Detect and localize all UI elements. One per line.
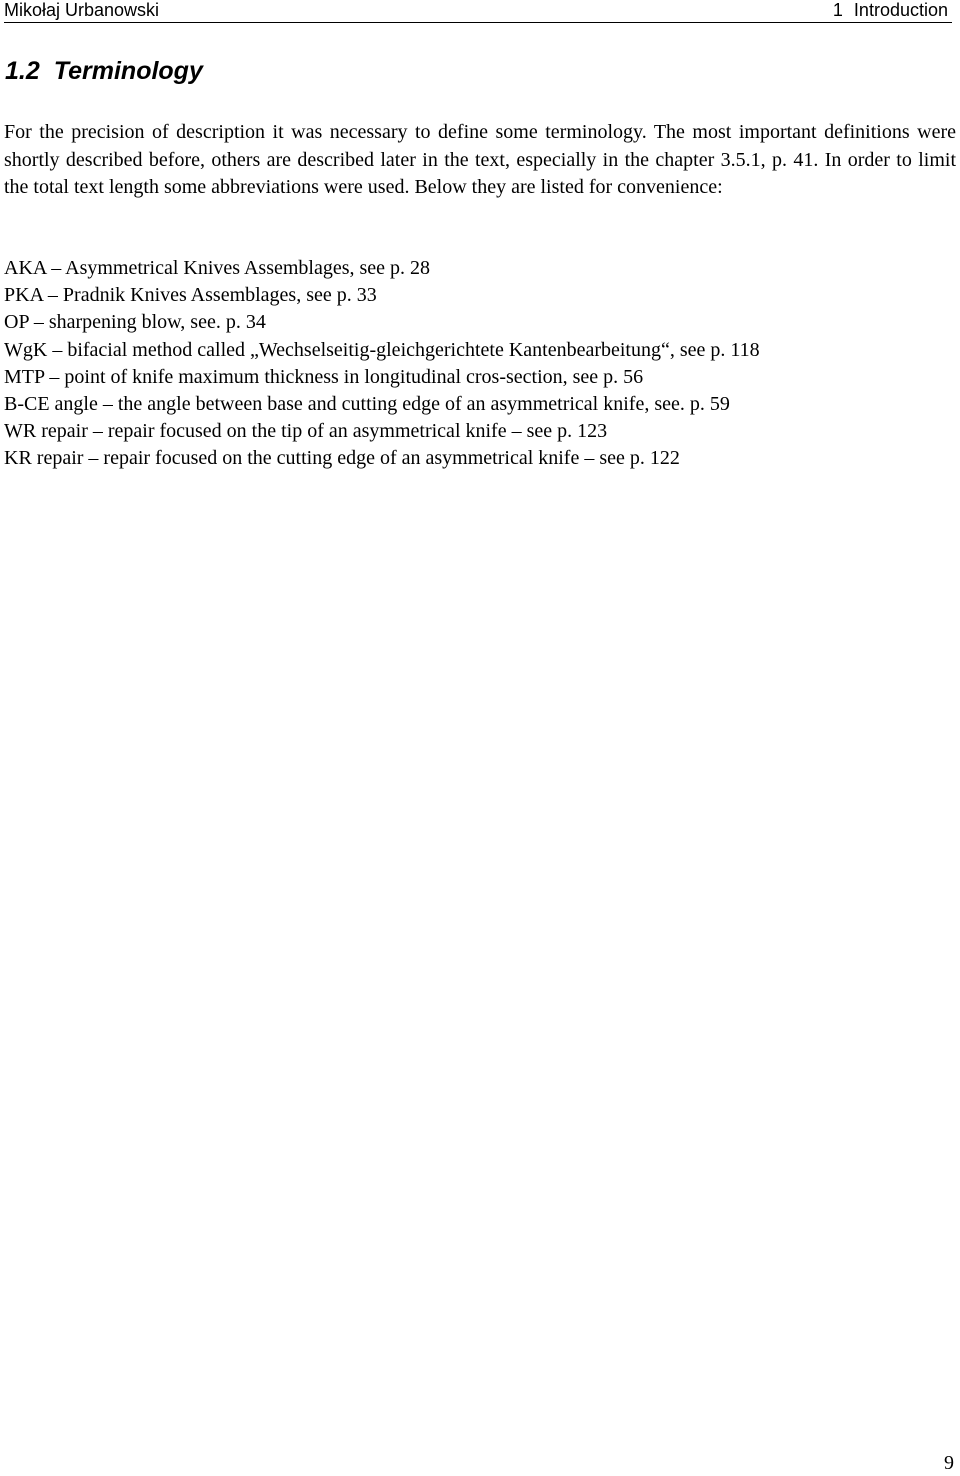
header-author: Mikołaj Urbanowski xyxy=(4,0,160,20)
abbreviation-item-b-ce-angle: B-CE angle – the angle between base and cutting edge of an asymmetrical knife, see. p. 59 xyxy=(4,393,730,416)
abbreviation-item-mtp: MTP – point of knife maximum thickness in longitudinal cros-section, see p. 56 xyxy=(4,365,644,388)
abbreviation-item-wr-repair: WR repair – repair focused on the tip of an asymmetrical knife – see p. 123 xyxy=(4,420,608,443)
page-number: 9 xyxy=(944,1452,954,1474)
intro-paragraph: For the precision of description it was necessary to define some terminology. The most important definitions were shortly described before, others are described later in the text, especially in the chapter 3.5.1, p. 41. In order to limit the total text length some abbreviations were used. Below they are listed for convenience: xyxy=(4,121,956,198)
section-number: 1.2 xyxy=(5,57,40,85)
abbreviation-item-op: OP – sharpening blow, see. p. 34 xyxy=(4,311,266,334)
header-chapter: 1 Introduction xyxy=(832,0,948,20)
abbreviation-item-pka: PKA – Pradnik Knives Assemblages, see p. 33 xyxy=(4,284,377,307)
abbreviation-item-kr-repair: KR repair – repair focused on the cutting edge of an asymmetrical knife – see p. 122 xyxy=(4,447,680,470)
section-heading xyxy=(5,55,203,87)
abbreviation-item-aka: AKA – Asymmetrical Knives Assemblages, see p. 28 xyxy=(4,257,431,279)
section-title: Terminology xyxy=(53,57,203,85)
abbreviation-list xyxy=(4,255,956,473)
abbreviation-item-wgk: WgK – bifacial method called „Wechselseitig-gleichgerichtete Kantenbearbeitung“, see p. 118 xyxy=(4,338,760,361)
running-header xyxy=(4,0,952,23)
